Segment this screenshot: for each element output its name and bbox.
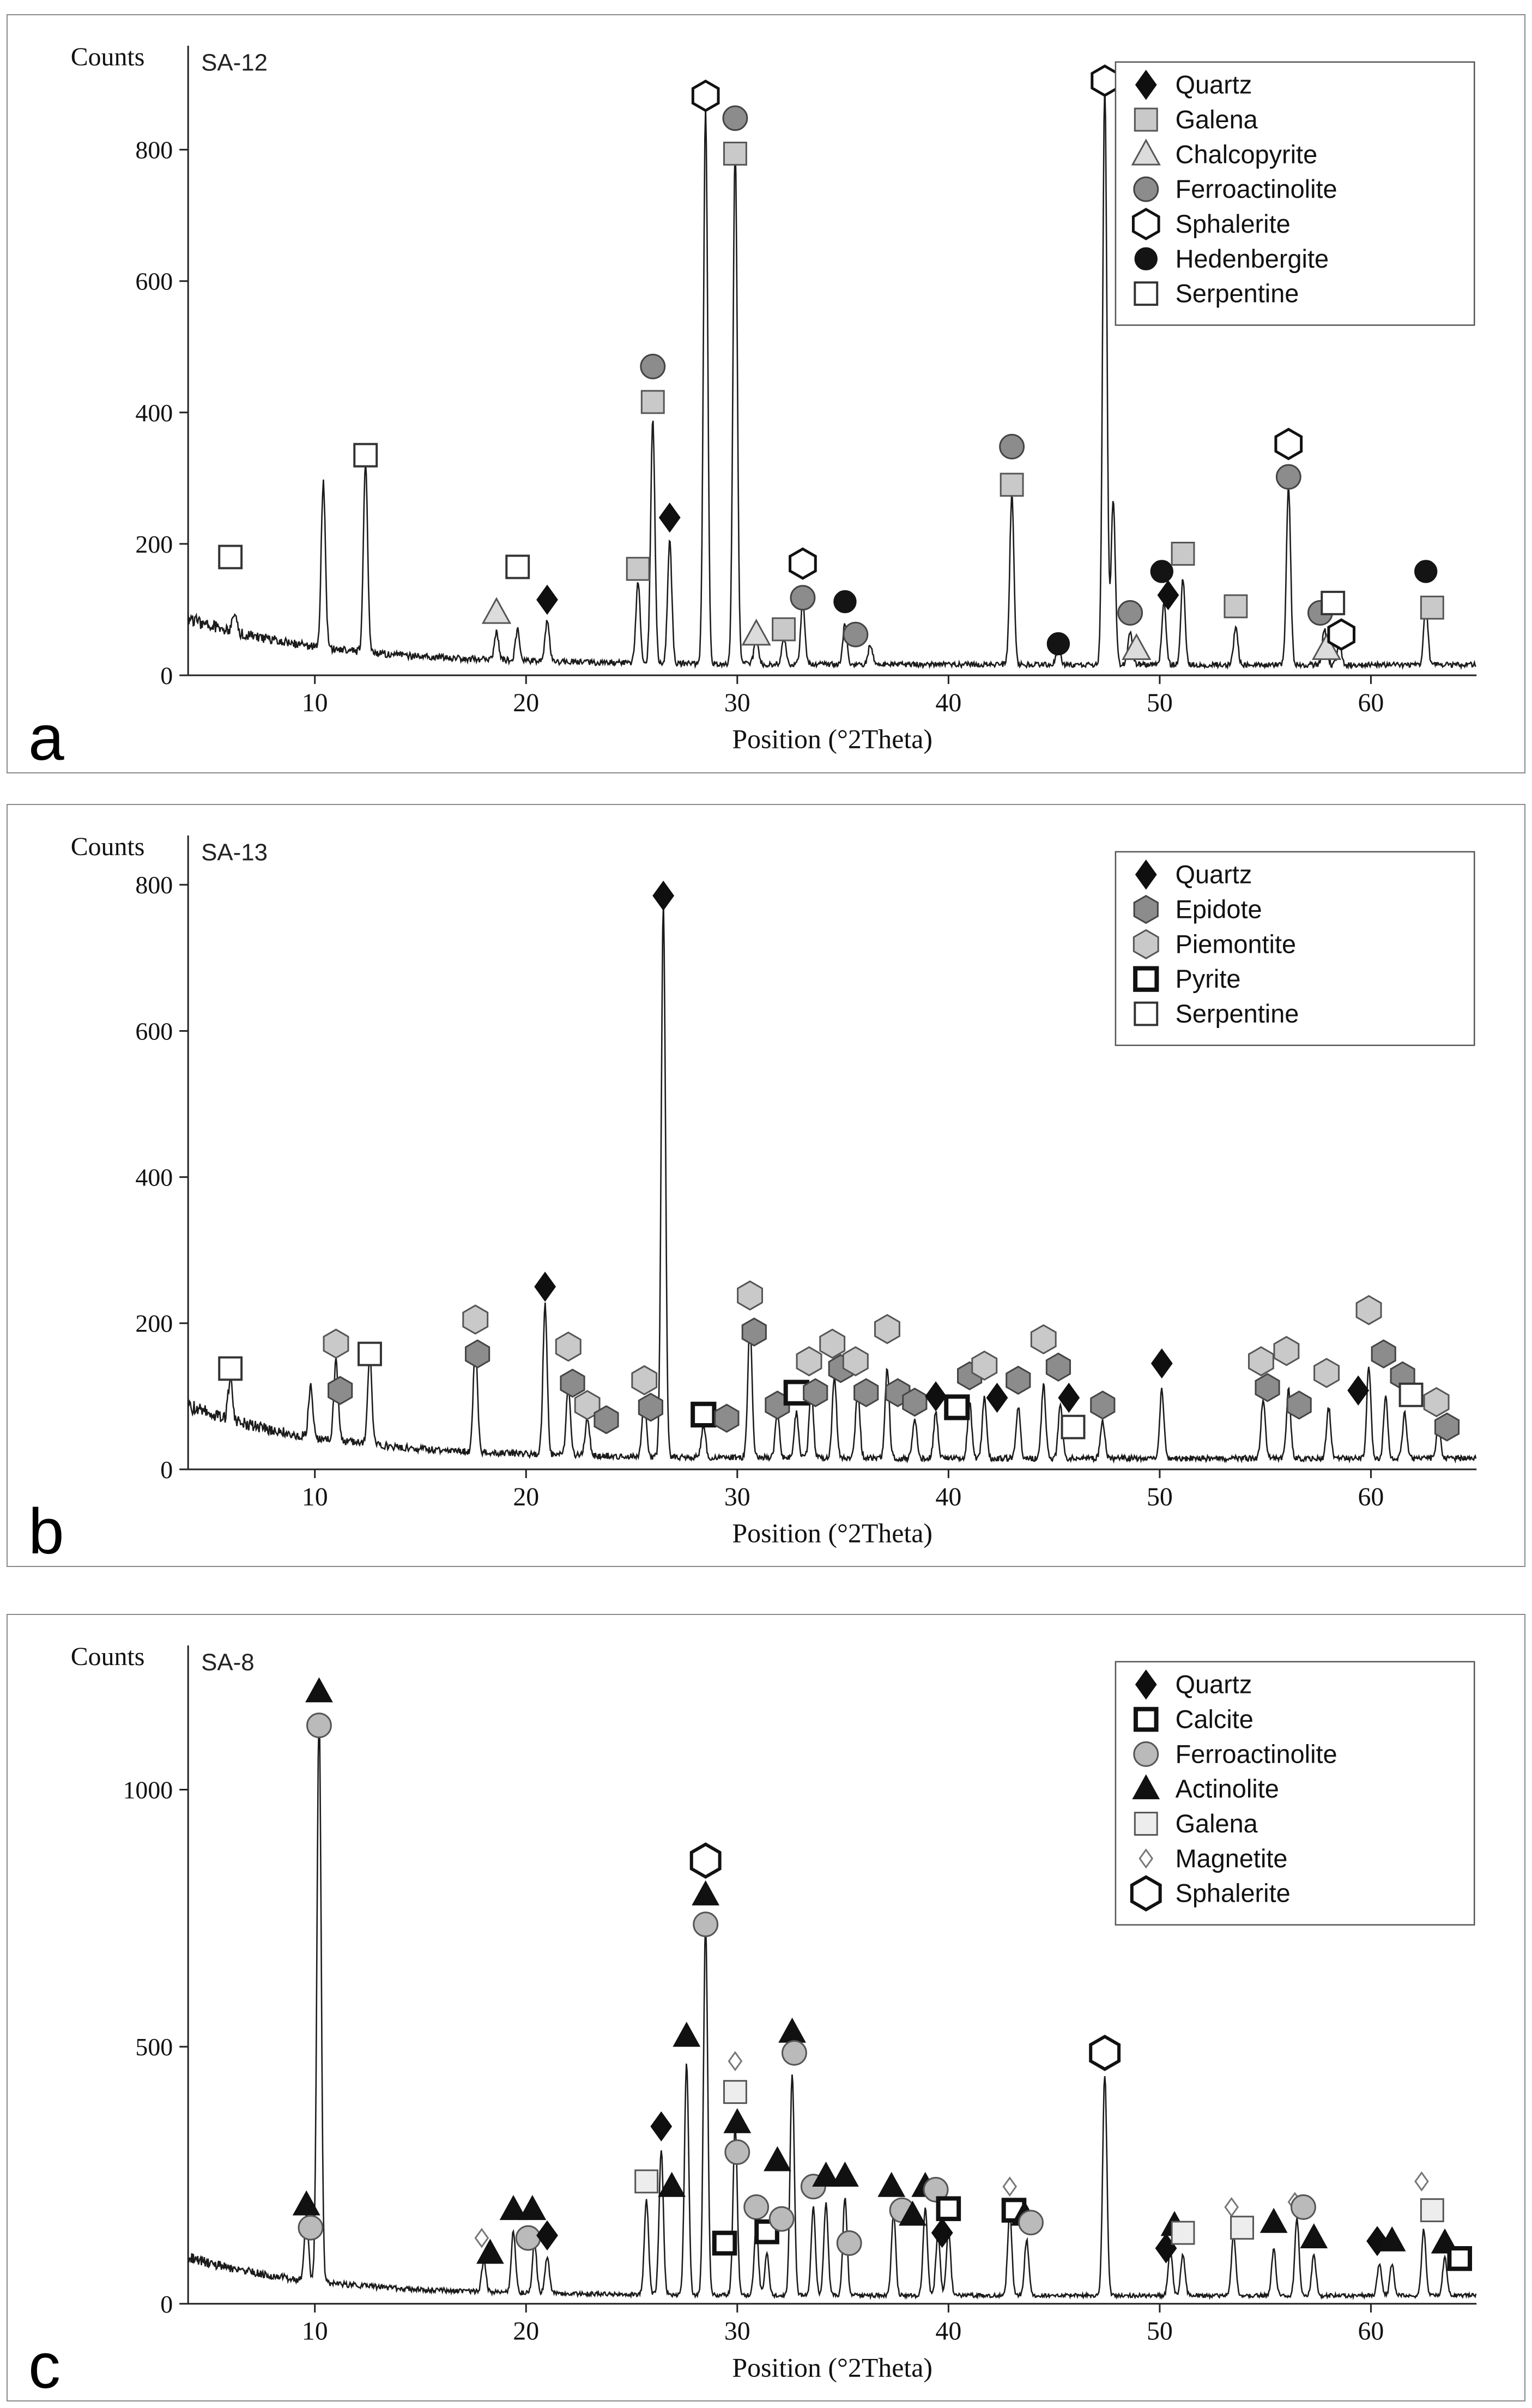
mineral-marker — [804, 1379, 827, 1406]
legend-label: Quartz — [1175, 860, 1252, 889]
y-axis-label: Counts — [70, 832, 145, 861]
mineral-marker — [1301, 2224, 1327, 2248]
y-tick-label: 200 — [135, 530, 173, 558]
sample-id: SA-12 — [201, 49, 268, 76]
legend-label: Actinolite — [1175, 1775, 1279, 1804]
mineral-marker — [693, 1403, 714, 1425]
mineral-marker — [765, 2147, 790, 2171]
x-tick-label: 30 — [724, 2316, 750, 2346]
legend-label: Galena — [1175, 105, 1258, 134]
mineral-marker — [724, 2081, 746, 2103]
y-tick-label: 0 — [160, 1455, 173, 1484]
xrd-panel-a — [7, 14, 1525, 773]
mineral-marker — [1357, 1296, 1381, 1324]
mineral-marker — [561, 1369, 584, 1396]
mineral-marker — [724, 2109, 750, 2133]
mineral-marker — [844, 622, 868, 646]
mineral-marker — [1291, 2195, 1315, 2219]
x-tick-label: 30 — [724, 1482, 750, 1511]
mineral-marker — [1007, 1366, 1030, 1394]
mineral-marker — [1225, 2198, 1238, 2216]
y-axis-label: Counts — [70, 42, 145, 71]
mineral-marker — [1158, 581, 1178, 609]
legend-label: Ferroactinolite — [1175, 175, 1337, 204]
mineral-marker — [1135, 1813, 1157, 1835]
mineral-marker — [773, 618, 795, 640]
legend — [1116, 62, 1474, 325]
x-tick-label: 10 — [301, 688, 328, 717]
mineral-marker — [1000, 435, 1024, 459]
legend-label: Piemontite — [1175, 929, 1297, 958]
mineral-marker — [1231, 2217, 1254, 2239]
mineral-marker — [1421, 2199, 1443, 2222]
mineral-marker — [359, 1342, 381, 1365]
xrd-chart-b — [8, 805, 1524, 1566]
y-tick-label: 800 — [135, 870, 173, 899]
mineral-marker — [834, 591, 856, 613]
panel-letter-c: c — [28, 2330, 60, 2403]
mineral-marker — [1062, 1415, 1085, 1438]
mineral-marker — [1276, 465, 1300, 489]
x-tick-label: 60 — [1358, 2316, 1384, 2346]
xrd-chart-c — [8, 1615, 1524, 2403]
mineral-marker — [791, 586, 815, 610]
mineral-marker — [779, 2019, 805, 2042]
xrd-chart-a — [8, 15, 1524, 772]
x-tick-label: 20 — [513, 1482, 540, 1511]
x-tick-label: 50 — [1146, 2316, 1173, 2346]
mineral-marker — [1424, 1388, 1449, 1416]
xrd-panel-b — [7, 804, 1525, 1567]
y-tick-label: 1000 — [123, 1776, 173, 1804]
mineral-marker — [1003, 2178, 1016, 2195]
mineral-marker — [879, 2173, 904, 2197]
mineral-marker — [770, 2207, 794, 2231]
mineral-marker — [674, 2023, 699, 2046]
mineral-marker — [483, 599, 510, 624]
mineral-marker — [832, 2163, 858, 2186]
mineral-marker — [1256, 1374, 1279, 1401]
mineral-marker — [1133, 209, 1159, 239]
mineral-marker — [519, 2196, 545, 2219]
mineral-marker — [306, 1678, 332, 1702]
mineral-marker — [653, 881, 673, 910]
mineral-marker — [1152, 1349, 1172, 1377]
mineral-marker — [1134, 930, 1158, 958]
mineral-marker — [1276, 429, 1301, 459]
sample-id: SA-13 — [201, 839, 268, 866]
mineral-marker — [1092, 66, 1118, 95]
mineral-marker — [694, 1913, 718, 1937]
mineral-marker — [875, 1315, 899, 1343]
mineral-marker — [1315, 1359, 1339, 1387]
y-tick-label: 200 — [135, 1309, 173, 1338]
x-tick-label: 10 — [301, 1482, 328, 1511]
mineral-marker — [1047, 633, 1069, 655]
mineral-marker — [641, 354, 665, 378]
mineral-marker — [632, 1366, 657, 1394]
mineral-marker — [516, 2226, 540, 2250]
mineral-marker — [1135, 282, 1157, 305]
mineral-marker — [1421, 596, 1443, 619]
x-axis-label: Position (°2Theta) — [732, 724, 932, 754]
x-tick-label: 20 — [513, 688, 540, 717]
mineral-marker — [537, 2221, 557, 2249]
mineral-marker — [1135, 1002, 1157, 1025]
mineral-marker — [659, 504, 680, 532]
legend-label: Serpentine — [1175, 999, 1299, 1028]
legend-box — [1116, 1662, 1474, 1925]
mineral-marker — [1118, 601, 1142, 625]
mineral-marker — [837, 2231, 861, 2255]
mineral-marker — [782, 2041, 806, 2065]
mineral-marker — [475, 2229, 488, 2247]
mineral-marker — [925, 1382, 946, 1410]
mineral-marker — [723, 106, 747, 130]
mineral-marker — [714, 2233, 735, 2254]
mineral-marker — [692, 1844, 720, 1877]
mineral-marker — [738, 1281, 762, 1309]
x-tick-label: 50 — [1146, 688, 1173, 717]
mineral-marker — [693, 1881, 718, 1905]
mineral-marker — [729, 2053, 741, 2070]
legend-label: Pyrite — [1175, 964, 1241, 993]
mineral-marker — [1046, 1353, 1070, 1381]
mineral-marker — [1132, 1877, 1160, 1910]
mineral-marker — [219, 1357, 241, 1380]
mineral-marker — [639, 1393, 662, 1420]
mineral-marker — [855, 1379, 878, 1406]
x-tick-label: 40 — [935, 1482, 962, 1511]
mineral-marker — [820, 1329, 845, 1358]
legend — [1116, 1662, 1474, 1925]
mineral-marker — [299, 2216, 323, 2240]
legend-label: Quartz — [1175, 70, 1252, 99]
legend-label: Quartz — [1175, 1670, 1252, 1699]
y-tick-label: 400 — [135, 398, 173, 427]
mineral-marker — [329, 1377, 352, 1404]
mineral-marker — [1134, 177, 1158, 201]
x-tick-label: 60 — [1358, 688, 1384, 717]
x-tick-label: 50 — [1146, 1482, 1173, 1511]
mineral-marker — [1134, 1742, 1158, 1766]
y-tick-label: 800 — [135, 136, 173, 164]
xrd-panel-c — [7, 1614, 1525, 2401]
x-axis-label: Position (°2Theta) — [732, 1518, 932, 1548]
mineral-marker — [987, 1383, 1007, 1412]
mineral-marker — [627, 558, 649, 580]
legend-label: Epidote — [1175, 894, 1262, 923]
mineral-marker — [1136, 1709, 1156, 1730]
mineral-marker — [843, 1347, 868, 1375]
mineral-marker — [1172, 2222, 1194, 2244]
mineral-marker — [1274, 1336, 1299, 1365]
legend-label: Sphalerite — [1175, 209, 1291, 238]
mineral-marker — [743, 620, 770, 645]
y-tick-label: 500 — [135, 2033, 173, 2061]
mineral-marker — [1031, 1325, 1056, 1353]
legend-label: Sphalerite — [1175, 1879, 1291, 1908]
mineral-marker — [463, 1305, 488, 1334]
mineral-marker — [1372, 1340, 1395, 1368]
x-tick-label: 40 — [935, 2316, 962, 2346]
mineral-marker — [535, 1272, 555, 1300]
mineral-marker — [307, 1714, 331, 1738]
mineral-marker — [1172, 543, 1194, 565]
mineral-marker — [1019, 2211, 1043, 2235]
mineral-marker — [1287, 1391, 1311, 1418]
mineral-marker — [1348, 1376, 1368, 1405]
legend-label: Serpentine — [1175, 279, 1299, 308]
y-tick-label: 0 — [160, 661, 173, 689]
mineral-marker — [724, 142, 746, 165]
mineral-marker — [641, 391, 664, 413]
mineral-marker — [1091, 1391, 1115, 1418]
mineral-marker — [903, 1388, 927, 1415]
mineral-marker — [506, 556, 529, 578]
panel-letter-b: b — [28, 1495, 64, 1568]
sample-id: SA-8 — [201, 1649, 255, 1676]
mineral-marker — [938, 2198, 959, 2219]
mineral-marker — [1134, 896, 1158, 923]
mineral-marker — [1135, 108, 1157, 131]
mineral-marker — [635, 2170, 658, 2193]
mineral-marker — [1135, 248, 1157, 270]
x-axis-label: Position (°2Theta) — [732, 2352, 932, 2383]
y-tick-label: 600 — [135, 1017, 173, 1045]
x-tick-label: 40 — [935, 688, 962, 717]
mineral-marker — [1329, 620, 1354, 649]
y-tick-label: 0 — [160, 2290, 173, 2318]
mineral-marker — [1400, 1383, 1422, 1406]
mineral-marker — [1249, 1347, 1273, 1375]
legend-label: Galena — [1175, 1809, 1258, 1838]
legend-label: Ferroactinolite — [1175, 1740, 1337, 1769]
mineral-marker — [972, 1351, 997, 1380]
legend-label: Chalcopyrite — [1175, 140, 1318, 169]
mineral-marker — [1261, 2209, 1286, 2232]
legend-label: Magnetite — [1175, 1844, 1288, 1873]
mineral-marker — [556, 1332, 580, 1360]
mineral-marker — [742, 1318, 766, 1345]
mineral-marker — [946, 1396, 967, 1418]
legend-label: Hedenbergite — [1175, 244, 1329, 273]
x-tick-label: 30 — [724, 688, 750, 717]
mineral-marker — [651, 2112, 671, 2140]
mineral-marker — [1415, 2173, 1428, 2190]
mineral-marker — [1091, 2037, 1119, 2070]
y-axis-label: Counts — [70, 1642, 145, 1671]
legend-label: Calcite — [1175, 1705, 1254, 1734]
mineral-marker — [1435, 1413, 1458, 1441]
mineral-marker — [1415, 560, 1437, 582]
x-tick-label: 20 — [513, 2316, 540, 2346]
mineral-marker — [324, 1329, 348, 1358]
mineral-marker — [744, 2195, 768, 2219]
mineral-marker — [1001, 474, 1023, 496]
x-tick-label: 60 — [1358, 1482, 1384, 1511]
mineral-marker — [1135, 968, 1156, 989]
mineral-marker — [725, 2140, 749, 2164]
mineral-marker — [465, 1340, 489, 1368]
mineral-marker — [354, 444, 377, 467]
mineral-marker — [693, 81, 718, 111]
legend — [1116, 851, 1474, 1045]
mineral-marker — [595, 1406, 618, 1433]
panel-letter-a: a — [28, 701, 64, 774]
mineral-marker — [219, 546, 241, 568]
mineral-marker — [797, 1347, 821, 1375]
mineral-marker — [1449, 2248, 1470, 2269]
mineral-marker — [1225, 595, 1247, 618]
y-tick-label: 600 — [135, 267, 173, 295]
mineral-marker — [537, 585, 557, 614]
mineral-marker — [1322, 592, 1344, 614]
y-tick-label: 400 — [135, 1163, 173, 1191]
x-tick-label: 10 — [301, 2316, 328, 2346]
mineral-marker — [1151, 560, 1173, 582]
mineral-marker — [790, 549, 816, 578]
mineral-marker — [715, 1405, 738, 1432]
